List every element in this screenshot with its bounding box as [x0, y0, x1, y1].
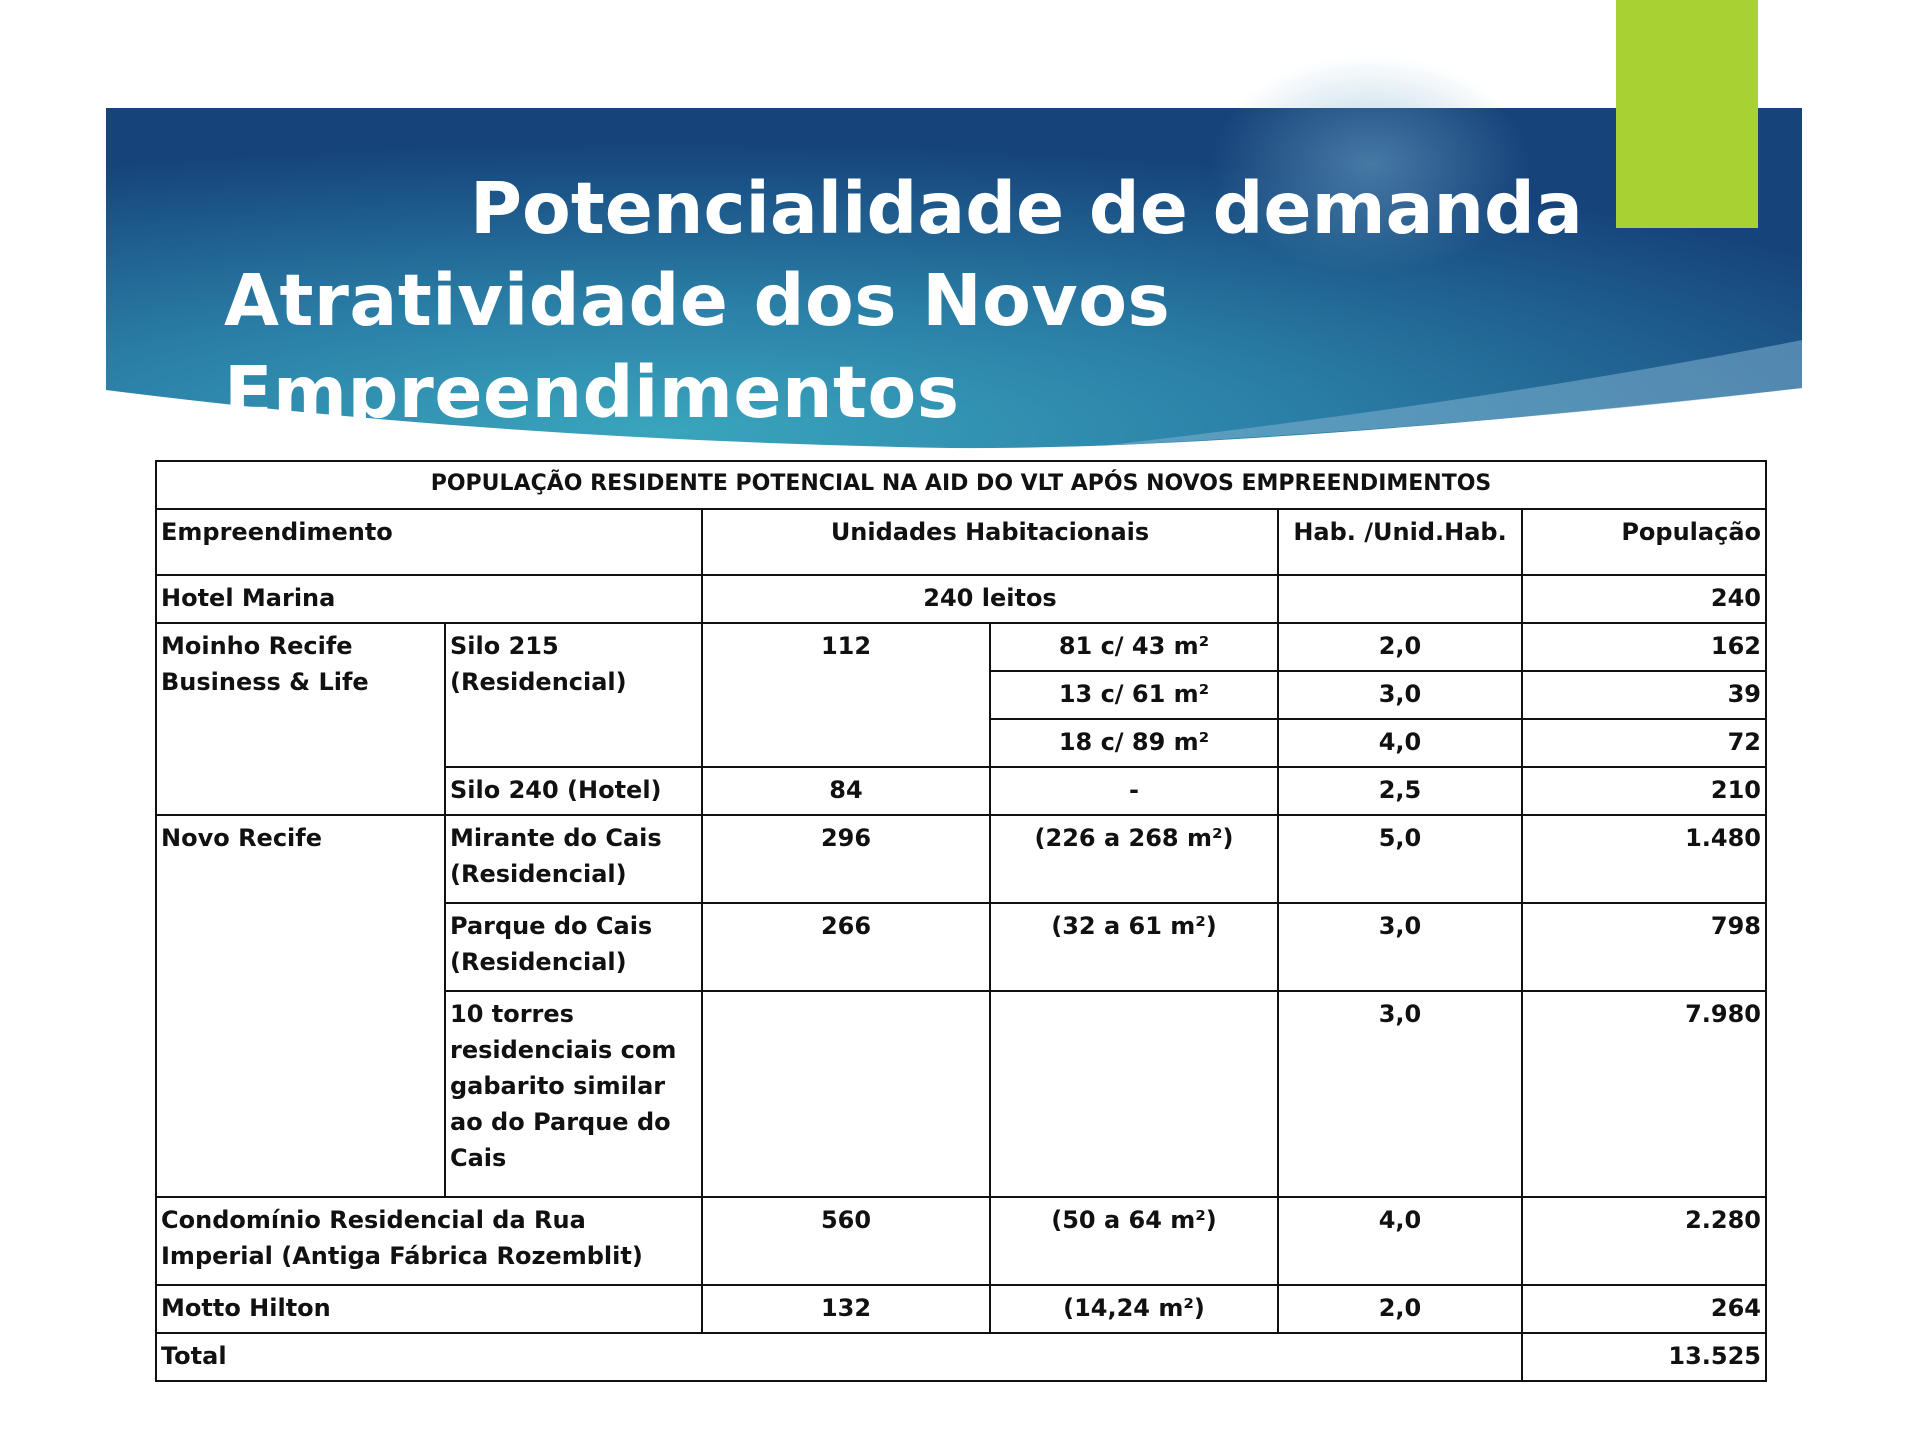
cell-populacao: 7.980 [1522, 991, 1766, 1197]
cell-populacao: 210 [1522, 767, 1766, 815]
cell-hab: 3,0 [1278, 991, 1522, 1197]
cell-hab: 4,0 [1278, 1197, 1522, 1285]
cell-name: 10 torres residenciais com gabarito similar ao do Parque do Cais [445, 991, 702, 1197]
title-line-2: Atratividade dos Novos Empreendimentos [224, 259, 1171, 434]
cell-unidades: 296 [702, 815, 990, 903]
cell-populacao: 72 [1522, 719, 1766, 767]
cell-populacao: 162 [1522, 623, 1766, 671]
cell-hab: 3,0 [1278, 903, 1522, 991]
cell-silo240: Silo 240 (Hotel) [445, 767, 702, 815]
cell-populacao: 1.480 [1522, 815, 1766, 903]
cell-unidades: 84 [702, 767, 990, 815]
cell-tipo: (226 a 268 m²) [990, 815, 1278, 903]
header-unidades: Unidades Habitacionais [702, 509, 1278, 575]
cell-name: Parque do Cais (Residencial) [445, 903, 702, 991]
cell-name: Motto Hilton [156, 1285, 702, 1333]
cell-name: Hotel Marina [156, 575, 702, 623]
cell-group-moinho: Moinho Recife Business & Life [156, 623, 445, 815]
slide-title [106, 163, 1806, 439]
cell-tipo: - [990, 767, 1278, 815]
cell-hab: 2,5 [1278, 767, 1522, 815]
cell-unidades: 240 leitos [702, 575, 1278, 623]
table-row [156, 815, 1766, 903]
cell-tipo: 81 c/ 43 m² [990, 623, 1278, 671]
cell-populacao: 240 [1522, 575, 1766, 623]
cell-populacao: 264 [1522, 1285, 1766, 1333]
total-populacao: 13.525 [1522, 1333, 1766, 1381]
cell-populacao: 39 [1522, 671, 1766, 719]
cell-silo215: Silo 215 (Residencial) [445, 623, 702, 767]
table-row [156, 575, 1766, 623]
cell-tipo: (14,24 m²) [990, 1285, 1278, 1333]
table-row [156, 1197, 1766, 1285]
cell-hab: 4,0 [1278, 719, 1522, 767]
cell-hab: 2,0 [1278, 623, 1522, 671]
cell-name: Mirante do Cais (Residencial) [445, 815, 702, 903]
total-label: Total [156, 1333, 1522, 1381]
table-row [156, 1285, 1766, 1333]
cell-unidades [702, 991, 990, 1197]
table-row-total [156, 1333, 1766, 1381]
cell-unidades: 112 [702, 623, 990, 767]
cell-tipo: 13 c/ 61 m² [990, 671, 1278, 719]
header-hab: Hab. /Unid.Hab. [1278, 509, 1522, 575]
table-caption: POPULAÇÃO RESIDENTE POTENCIAL NA AID DO VLT APÓS NOVOS EMPREENDIMENTOS [156, 461, 1766, 509]
cell-hab: 3,0 [1278, 671, 1522, 719]
cell-hab: 2,0 [1278, 1285, 1522, 1333]
cell-unidades: 132 [702, 1285, 990, 1333]
cell-tipo: (50 a 64 m²) [990, 1197, 1278, 1285]
cell-tipo: (32 a 61 m²) [990, 903, 1278, 991]
cell-group-novo-recife: Novo Recife [156, 815, 445, 1197]
cell-unidades: 266 [702, 903, 990, 991]
population-table [155, 460, 1767, 1382]
cell-populacao: 798 [1522, 903, 1766, 991]
header-empreendimento: Empreendimento [156, 509, 702, 575]
cell-hab [1278, 575, 1522, 623]
table-row [156, 623, 1766, 671]
cell-tipo [990, 991, 1278, 1197]
header-populacao: População [1522, 509, 1766, 575]
cell-name: Condomínio Residencial da Rua Imperial (Antiga Fábrica Rozemblit) [156, 1197, 702, 1285]
cell-hab: 5,0 [1278, 815, 1522, 903]
cell-populacao: 2.280 [1522, 1197, 1766, 1285]
cell-tipo: 18 c/ 89 m² [990, 719, 1278, 767]
title-line-1: Potencialidade de demanda [470, 167, 1583, 250]
cell-unidades: 560 [702, 1197, 990, 1285]
